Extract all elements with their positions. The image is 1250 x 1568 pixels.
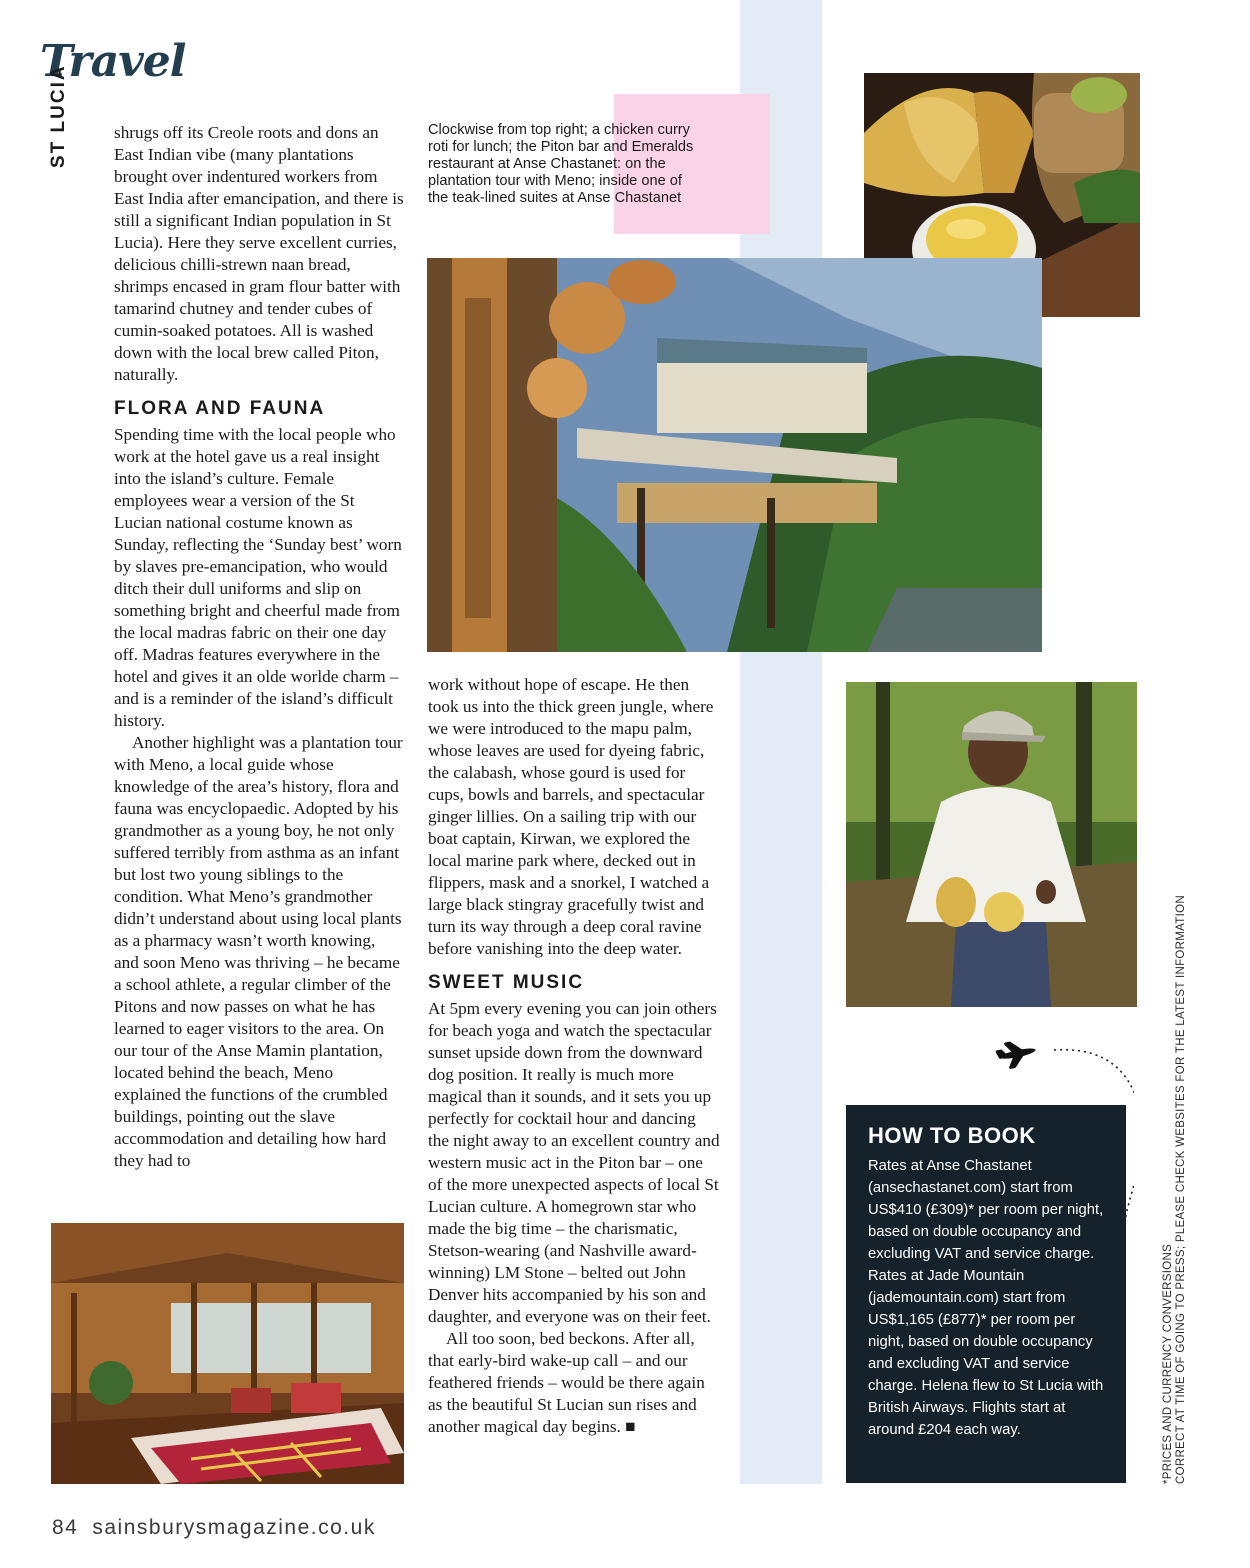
paragraph: Spending time with the local people who work at the hotel gave us a real insight into the island’s culture. Female employees wear a version of the St Lucian national costume known as Sunday, reflecting the ‘Sunday best’ worn by slaves pre-emancipation, who would ditch their dull uniforms and slip on something bright and cheerful made from the local madras fabric on their one day off. Madras features everywhere in the hotel and gives it an olde worlde charm – and is a reminder of the island’s difficult history. <box>114 425 402 730</box>
article-column-2 <box>428 674 720 1438</box>
vertical-location-label: ST LUCIA <box>48 64 69 168</box>
photo-teak-suite <box>51 1223 404 1484</box>
article-column-1 <box>114 122 404 1172</box>
paragraph: Another highlight was a plantation tour with Meno, a local guide whose knowledge of the area’s history, flora and fauna was encyclopaedic. Adopted by his grandmother as a young boy, he not only suffered terribly from asthma as an infant but lost two young siblings to the condition. What Meno’s grandmother didn’t understand about using local plants as a pharmacy wasn’t worth knowing, and soon Meno was thriving – he became a school athlete, a regular climber of the Pitons and now passes on what he has learned to eager visitors to the area. On our tour of the Anse Mamin plantation, located behind the beach, Meno explained the functions of the crumbled buildings, pointing out the slave accommodation and detailing how hard they had to <box>114 733 403 1170</box>
how-to-book-text: Rates at Anse Chastanet (ansechastanet.com) start from US$410 (£309)* per room per night, based on double occupancy and excluding VAT and service charge. Rates at Jade Mountain (jademountain.com) start from US$1,165 (£877)* per room per night, based on double occupancy and excluding VAT and service charge. Helena flew to St Lucia with British Airways. Flights start at around £204 each way. <box>868 1158 1104 1438</box>
website-url: sainsburysmagazine.co.uk <box>92 1516 376 1539</box>
subheading-flora: FLORA AND FAUNA <box>114 398 326 419</box>
section-label: Travel <box>40 36 186 87</box>
page-footer <box>52 1516 390 1540</box>
paragraph: All too soon, bed beckons. After all, that early-bird wake-up call – and our feathered friends – would be there again as the beautiful St Lucian sun rises and another magical day begins. ■ <box>428 1329 705 1436</box>
paragraph: work without hope of escape. He then took us into the thick green jungle, where we were introduced to the mapu palm, whose leaves are used for dyeing fabric, the calabash, whose gourd is used for cups, bowls and barrels, and spectacular ginger lillies. On a sailing trip with our boat captain, Kirwan, we explored the local marine park where, decked out in flippers, mask and a snorkel, I watched a large black stingray gracefully twist and turn its way through a deep coral ravine before vanishing into the deep water. <box>428 675 714 958</box>
how-to-book-box <box>846 1105 1126 1483</box>
paragraph: shrugs off its Creole roots and dons an East Indian vibe (many plantations brought over indentured workers from East India after emancipation, and there is still a significant Indian population in St Lucia). Here they serve excellent curries, delicious chilli-strewn naan bread, shrimps encased in gram flour batter with tamarind chutney and tender cubes of cumin-soaked potatoes. All is washed down with the local brew called Piton, naturally. <box>114 123 404 384</box>
subheading-music: SWEET MUSIC <box>428 972 585 993</box>
paragraph: At 5pm every evening you can join others for beach yoga and watch the spectacular sunset upside down from the downward dog position. It really is much more magical than it sounds, and it sets you up perfectly for cocktail hour and dancing the night away to an excellent country and western music act in the Piton bar – one of the more unexpected aspects of local St Lucian culture. A homegrown star who made the big time – the charismatic, Stetson-wearing (and Nashville award-winning) LM Stone – belted out John Denver hits accompanied by his son and daughter, and everyone was on their feet. <box>428 999 720 1326</box>
how-to-book-title: HOW TO BOOK <box>868 1123 1036 1148</box>
photo-meno-guide <box>846 682 1137 1007</box>
photo-caption: Clockwise from top right; a chicken curry roti for lunch; the Piton bar and Emeralds restaurant at Anse Chastanet: on the plantation tour with Meno; inside one of the teak-lined suites at Anse Chastanet <box>428 122 694 206</box>
end-square-icon: ■ <box>625 1417 636 1436</box>
prices-disclaimer: *PRICES AND CURRENCY CONVERSIONS CORRECT AT TIME OF GOING TO PRESS; PLEASE CHECK WEBSITES FOR THE LATEST INFORMATION <box>1162 895 1187 1484</box>
photo-piton-bar <box>427 258 1042 652</box>
page-number: 84 <box>52 1516 79 1539</box>
